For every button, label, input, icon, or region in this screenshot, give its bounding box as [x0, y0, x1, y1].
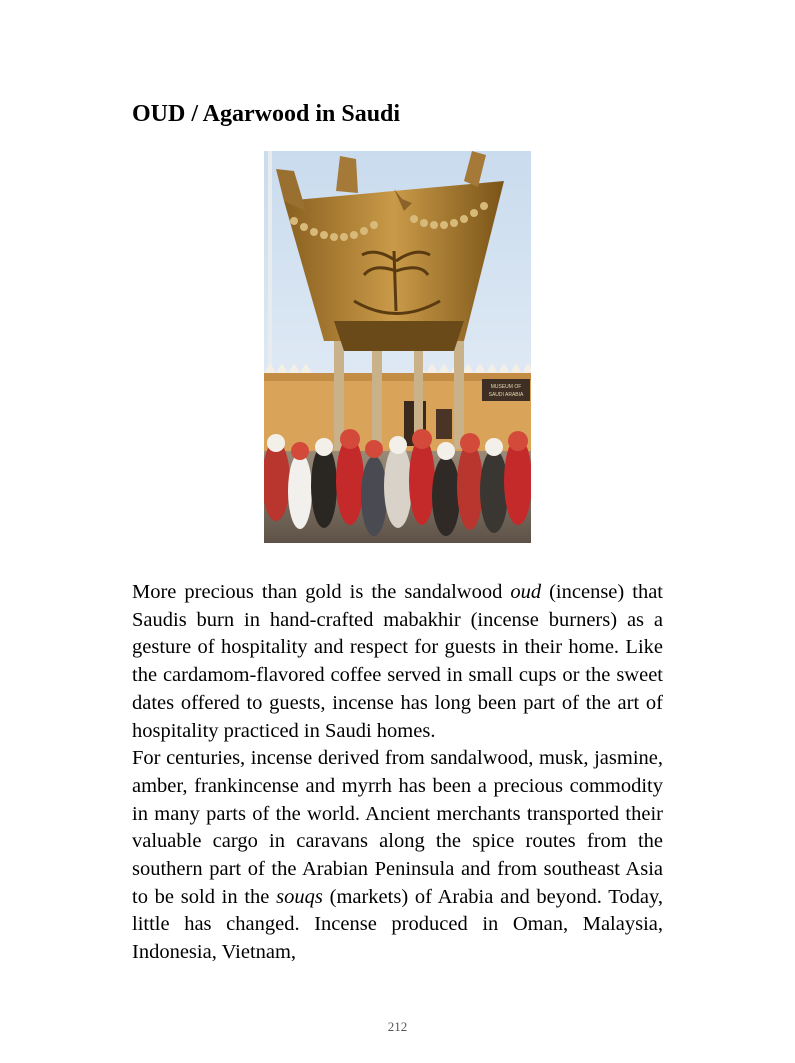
crowd [264, 429, 531, 536]
term-souqs: souqs [276, 885, 323, 908]
paragraph-2: For centuries, incense derived from sandalwood, musk, jasmine, amber, frankincense and myrrh has been a precious commodity in many parts of the world. Ancient merchants transported their valuable cargo in caravans along the spice routes from the southern part of the Arabian Peninsula and from southeast Asia to be sold in the souqs (markets) of Arabia and beyond. Today, little has changed. Incense produced in Oman, Malaysia, Indonesia, Vietnam, [132, 747, 664, 964]
museum-sign [482, 379, 530, 401]
page-number: 212 [387, 1019, 408, 1034]
paragraph-1: More precious than gold is the sandalwood oud (incense) that Saudis burn in hand-crafted mabakhir (incense burners) as a gesture of hospitality and respect for guests in their home. Like the cardamom-flavored coffee served in small cups or the sweet dates offered to guests, incense has long been part of the art of hospitality practiced in Saudi homes. [132, 581, 663, 742]
page-heading: OUD / Agarwood in Saudi [132, 101, 401, 127]
svg-text:SAUDI ARABIA: SAUDI ARABIA [488, 392, 524, 398]
svg-text:MUSEUM OF: MUSEUM OF [490, 384, 522, 390]
term-oud: oud [510, 581, 542, 603]
incense-burner-monument-photo [264, 151, 531, 543]
photo-illustration [264, 151, 531, 543]
article-body [132, 579, 663, 967]
